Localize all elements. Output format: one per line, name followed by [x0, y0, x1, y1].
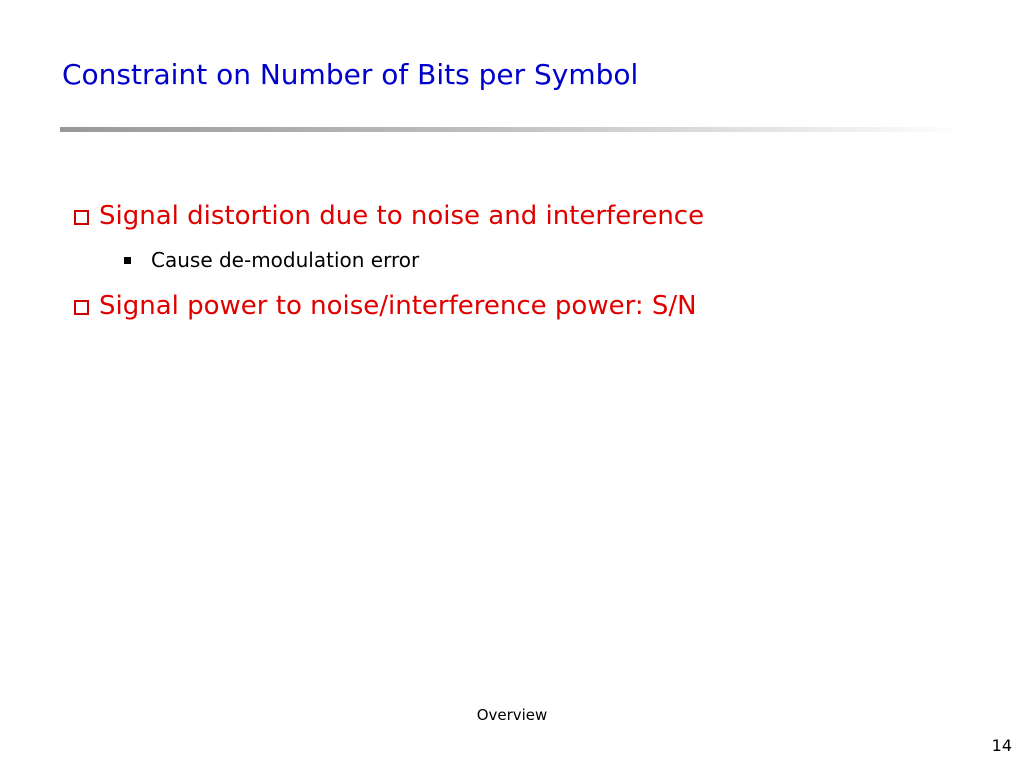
filled-square-icon [124, 257, 131, 264]
footer-label: Overview [476, 706, 548, 724]
bullet-item [74, 291, 697, 321]
sub-bullet-text: Cause de-modulation error [151, 248, 420, 272]
page-number: 14 [991, 736, 1012, 755]
slide-title: Constraint on Number of Bits per Symbol [62, 58, 639, 91]
hollow-square-icon [74, 300, 89, 315]
bullet-text: Signal distortion due to noise and interference [99, 201, 705, 231]
footer [0, 706, 1024, 724]
title-divider [60, 127, 965, 132]
sub-bullet-item [124, 248, 419, 272]
hollow-square-icon [74, 210, 89, 225]
bullet-item [74, 201, 704, 231]
bullet-text: Signal power to noise/interference power: S/N [99, 291, 697, 321]
